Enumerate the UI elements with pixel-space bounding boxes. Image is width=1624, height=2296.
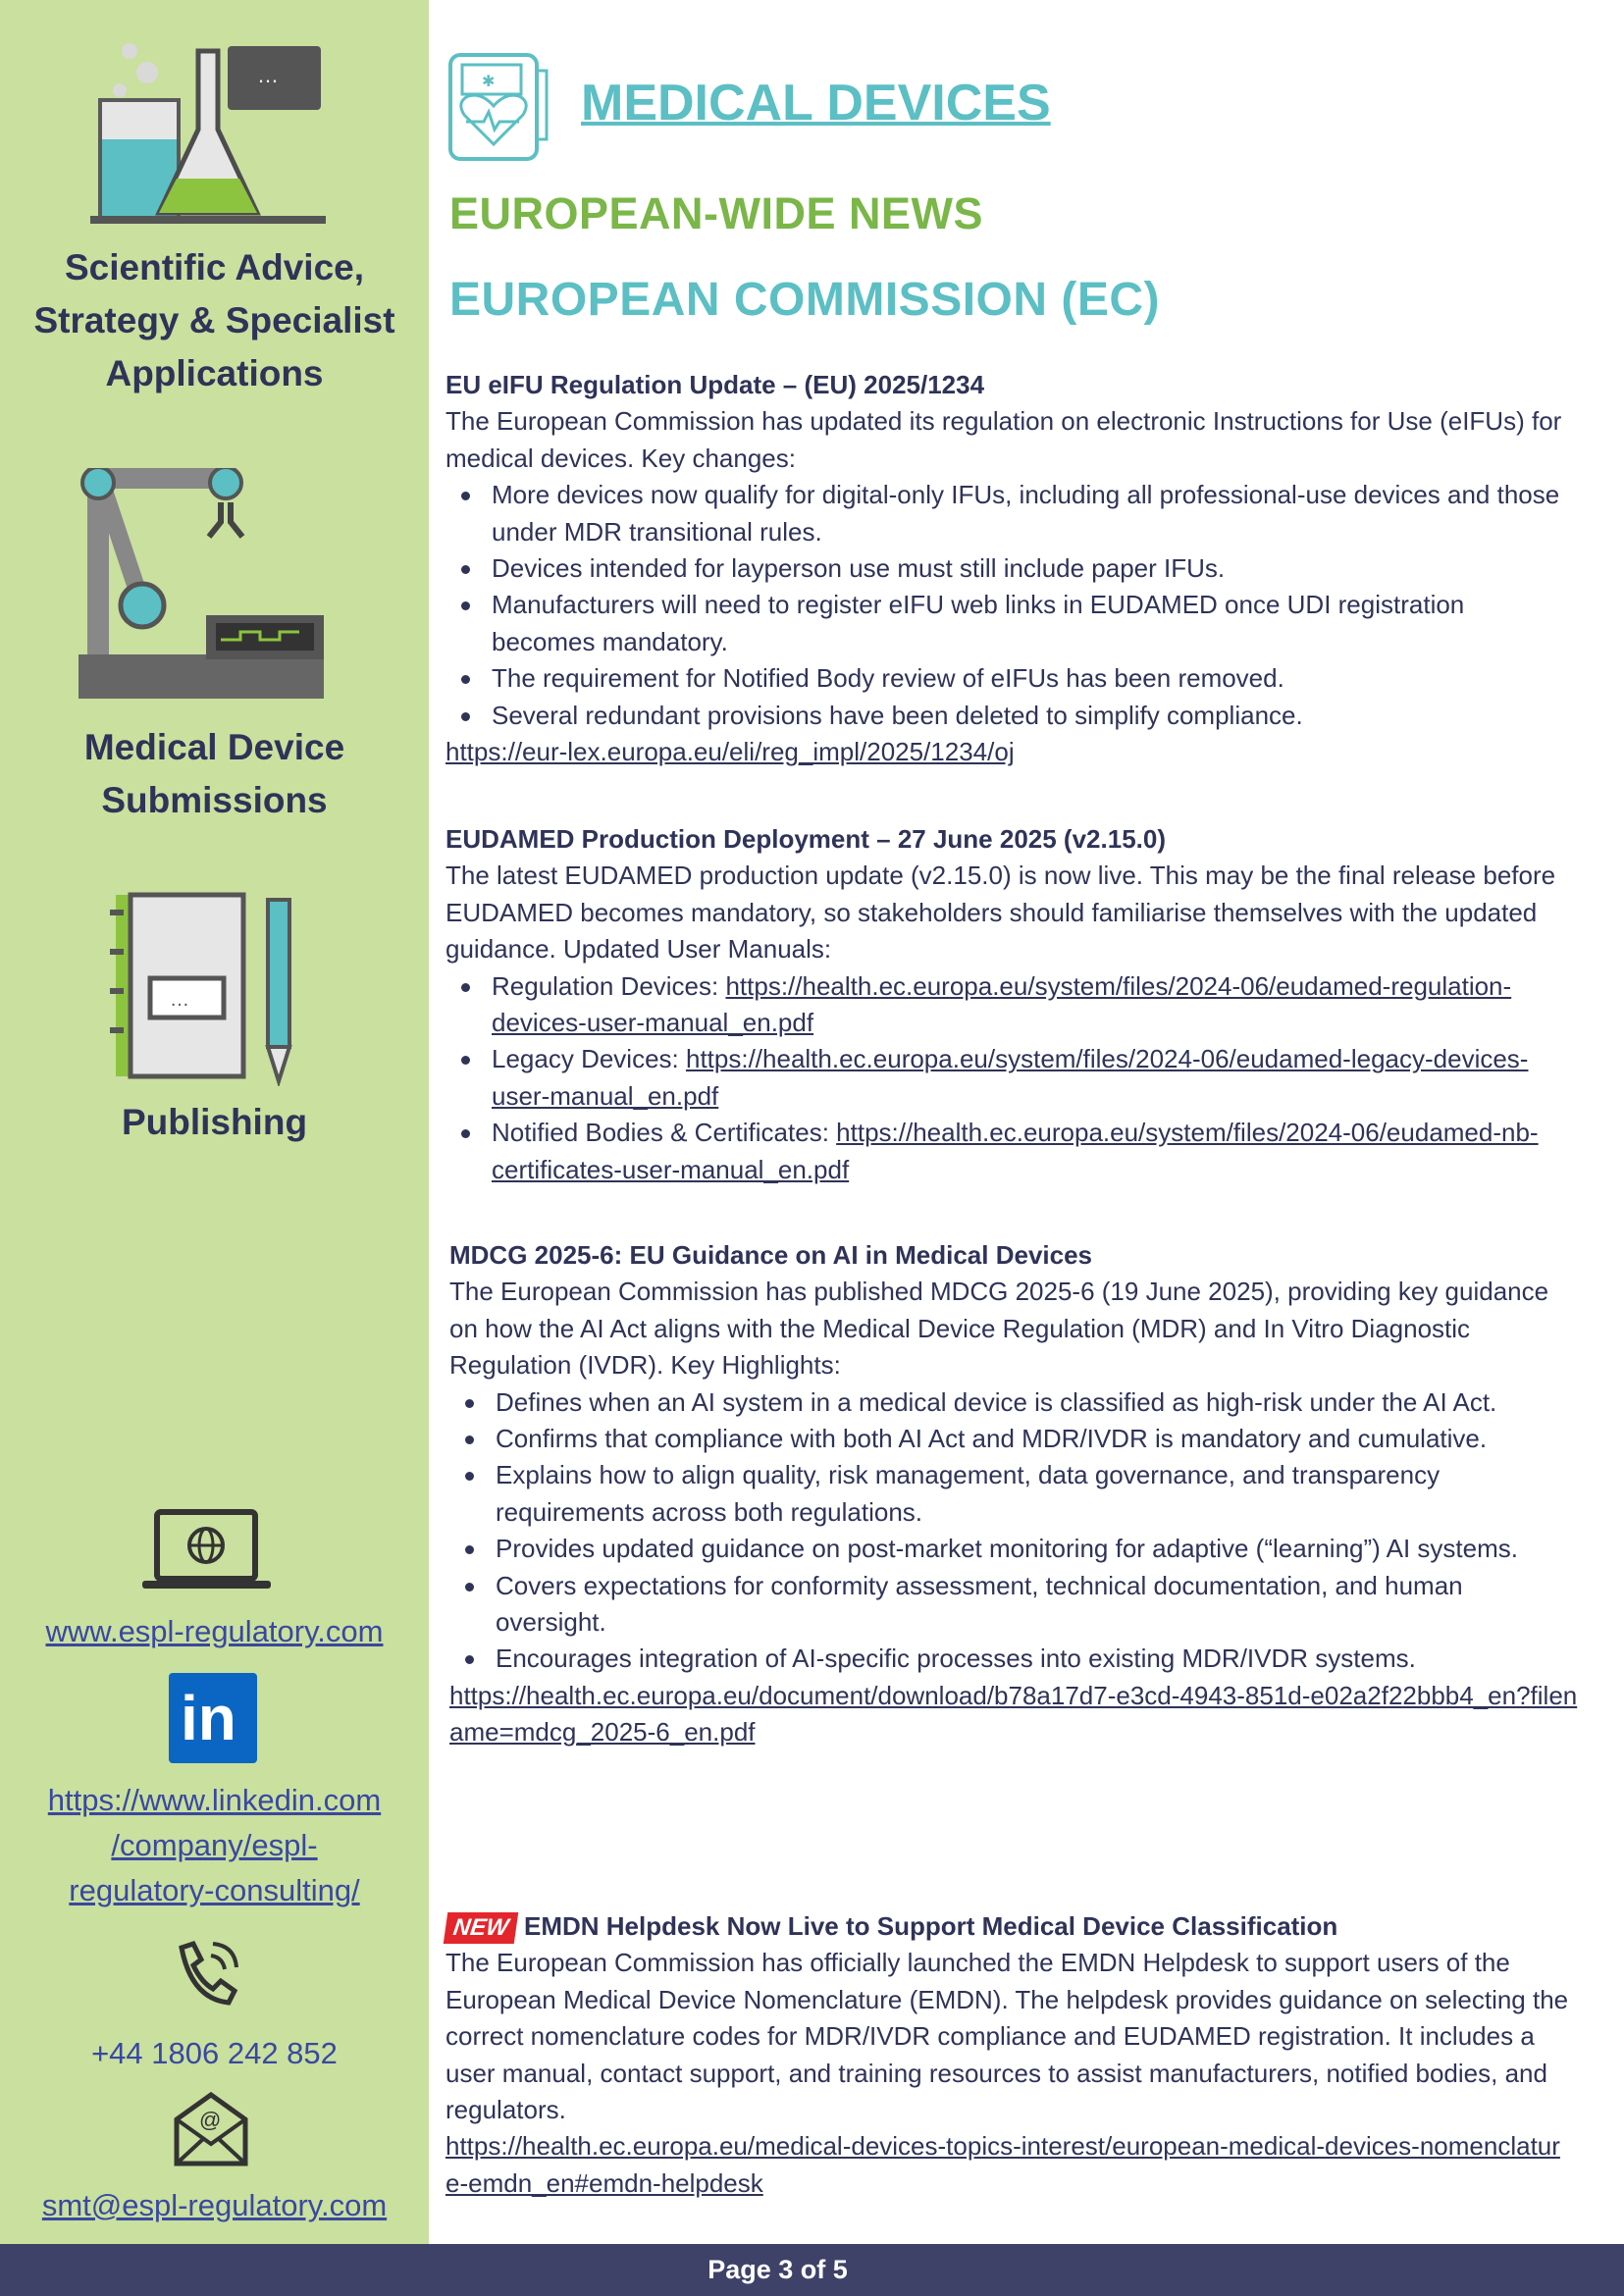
service-medical-device-submissions — [0, 721, 429, 827]
section-heading-ec: EUROPEAN COMMISSION (EC) — [449, 274, 1161, 326]
article-body: The latest EUDAMED production update (v2.15.0) is now live. This may be the final release before EUDAMED becomes mandatory, so stakeholders should familiarise themselves with the updated guidance. Updated User Manuals: — [445, 861, 1556, 965]
list-item — [445, 968, 1574, 1042]
list-item: The requirement for Notified Body review of eIFUs has been removed. — [445, 660, 1574, 697]
list-item: Defines when an AI system in a medical device is classified as high-risk under the AI Act. — [449, 1384, 1578, 1421]
bullet-list — [445, 477, 1574, 734]
linkedin-link-line[interactable]: https://www.linkedin.com — [47, 1783, 382, 1817]
article-title-row — [445, 1908, 1574, 1945]
service-publishing — [0, 1096, 429, 1149]
article-eudamed — [445, 821, 1574, 1188]
article-body: The European Commission has published MDCG 2025-6 (19 June 2025), providing key guidance on how the AI Act aligns with the Medical Device Regulation (MDR) and In Vitro Diagnostic Regulation (IVDR). Key Highlights: — [449, 1277, 1549, 1381]
subtitle-european-wide-news: EUROPEAN-WIDE NEWS — [449, 188, 984, 238]
article-link[interactable]: https://health.ec.europa.eu/medical-devices-topics-interest/european-medical-devices-nomenclature-emdn_en#emdn-helpdesk — [445, 2131, 1560, 2198]
email-link[interactable]: smt@espl-regulatory.com — [41, 2188, 388, 2222]
list-item: Manufacturers will need to register eIFU web links in EUDAMED once UDI registration becomes mandatory. — [445, 587, 1574, 660]
robot-arm-icon — [79, 468, 329, 704]
manual-link[interactable]: https://health.ec.europa.eu/system/files/2024-06/eudamed-nb-certificates-user-manual_en.pdf — [492, 1118, 1539, 1184]
service-line: Publishing — [121, 1102, 308, 1142]
phone-number[interactable]: +44 1806 242 852 — [91, 2036, 338, 2070]
manual-link[interactable]: https://health.ec.europa.eu/system/files/2024-06/eudamed-legacy-devices-user-manual_en.pdf — [492, 1044, 1529, 1111]
article-emdn-helpdesk — [445, 1908, 1574, 2202]
list-item: Confirms that compliance with both AI Act and MDR/IVDR is mandatory and cumulative. — [449, 1421, 1578, 1457]
medical-device-monitor-icon — [446, 51, 559, 164]
manual-link[interactable]: https://health.ec.europa.eu/system/files/2024-06/eudamed-regulation-devices-user-manual_en.pdf — [492, 970, 1512, 1038]
list-item: Explains how to align quality, risk management, data governance, and transparency requirements across both regulations. — [449, 1457, 1578, 1531]
linkedin-icon[interactable]: in — [169, 1673, 257, 1763]
article-eifu — [445, 367, 1574, 770]
svg-text:…: … — [170, 989, 189, 1011]
new-badge: NEW — [444, 1912, 518, 1944]
list-item: Several redundant provisions have been deleted to simplify compliance. — [445, 698, 1574, 734]
lab-flask-icon — [90, 22, 336, 228]
list-item: More devices now qualify for digital-only IFUs, including all professional-use devices and those under MDR transitional rules. — [445, 477, 1574, 550]
notebook-pen-icon — [106, 890, 307, 1086]
item-label: Legacy Devices: — [492, 1044, 686, 1074]
article-link[interactable]: https://health.ec.europa.eu/document/download/b78a17d7-e3cd-4943-851d-e02a2f22bbb4_en?filename=mdcg_2025-6_en.pdf — [449, 1680, 1578, 1748]
list-item — [445, 1041, 1574, 1115]
list-item: Devices intended for layperson use must still include paper IFUs. — [445, 550, 1574, 587]
phone-icon — [172, 1938, 245, 2007]
svg-text:✱: ✱ — [482, 74, 496, 90]
article-link[interactable]: https://eur-lex.europa.eu/eli/reg_impl/2025/1234/oj — [445, 737, 1015, 767]
website-link[interactable]: www.espl-regulatory.com — [45, 1614, 384, 1648]
item-label: Regulation Devices: — [492, 970, 726, 1001]
linkedin-link-line[interactable]: /company/espl- — [111, 1828, 318, 1862]
list-item: Encourages integration of AI-specific processes into existing MDR/IVDR systems. — [449, 1641, 1578, 1677]
linkedin-link[interactable] — [0, 1778, 429, 1913]
article-title: EMDN Helpdesk Now Live to Support Medical Device Classification — [524, 1911, 1338, 1941]
bullet-list — [449, 1384, 1578, 1678]
page-footer — [0, 2244, 1624, 2296]
page-number: Page 3 of 5 — [707, 2255, 848, 2284]
article-title: MDCG 2025-6: EU Guidance on AI in Medical Devices — [449, 1240, 1093, 1270]
article-body: The European Commission has updated its regulation on electronic Instructions for Use (eIFUs) for medical devices. Key changes: — [445, 406, 1562, 473]
article-title: EU eIFU Regulation Update – (EU) 2025/1234 — [445, 370, 985, 399]
linkedin-link-line[interactable]: regulatory-consulting/ — [69, 1873, 360, 1907]
service-line: Applications — [105, 353, 324, 393]
article-body: The European Commission has officially launched the EMDN Helpdesk to support users of the European Medical Device Nomenclature (EMDN). The helpdesk provides guidance on selecting the correct nomenclature codes for MDR/IVDR compliance and EUDAMED registration. It includes a user manual, contact support, and training resources to assist manufacturers, notified bodies, and regulators. — [445, 1948, 1569, 2125]
list-item: Provides updated guidance on post-market monitoring for adaptive (“learning”) AI systems. — [449, 1531, 1578, 1567]
service-line: Scientific Advice, — [64, 247, 364, 287]
service-line: Medical Device — [83, 727, 345, 767]
service-line: Submissions — [101, 780, 328, 820]
service-scientific-advice — [0, 241, 429, 400]
bullet-list — [445, 968, 1574, 1188]
svg-text:@: @ — [199, 2108, 222, 2132]
svg-text:…: … — [257, 63, 279, 87]
laptop-globe-icon — [140, 1508, 273, 1592]
article-title: EUDAMED Production Deployment – 27 June 2025 (v2.15.0) — [445, 824, 1166, 854]
sidebar — [0, 0, 429, 2244]
item-label: Notified Bodies & Certificates: — [492, 1118, 837, 1148]
list-item — [445, 1115, 1574, 1188]
email-icon — [172, 2090, 250, 2168]
service-line: Strategy & Specialist — [33, 300, 395, 340]
article-mdcg-ai — [449, 1237, 1578, 1751]
list-item: Covers expectations for conformity assessment, technical documentation, and human oversight. — [449, 1568, 1578, 1642]
page-title: MEDICAL DEVICES — [581, 75, 1051, 131]
